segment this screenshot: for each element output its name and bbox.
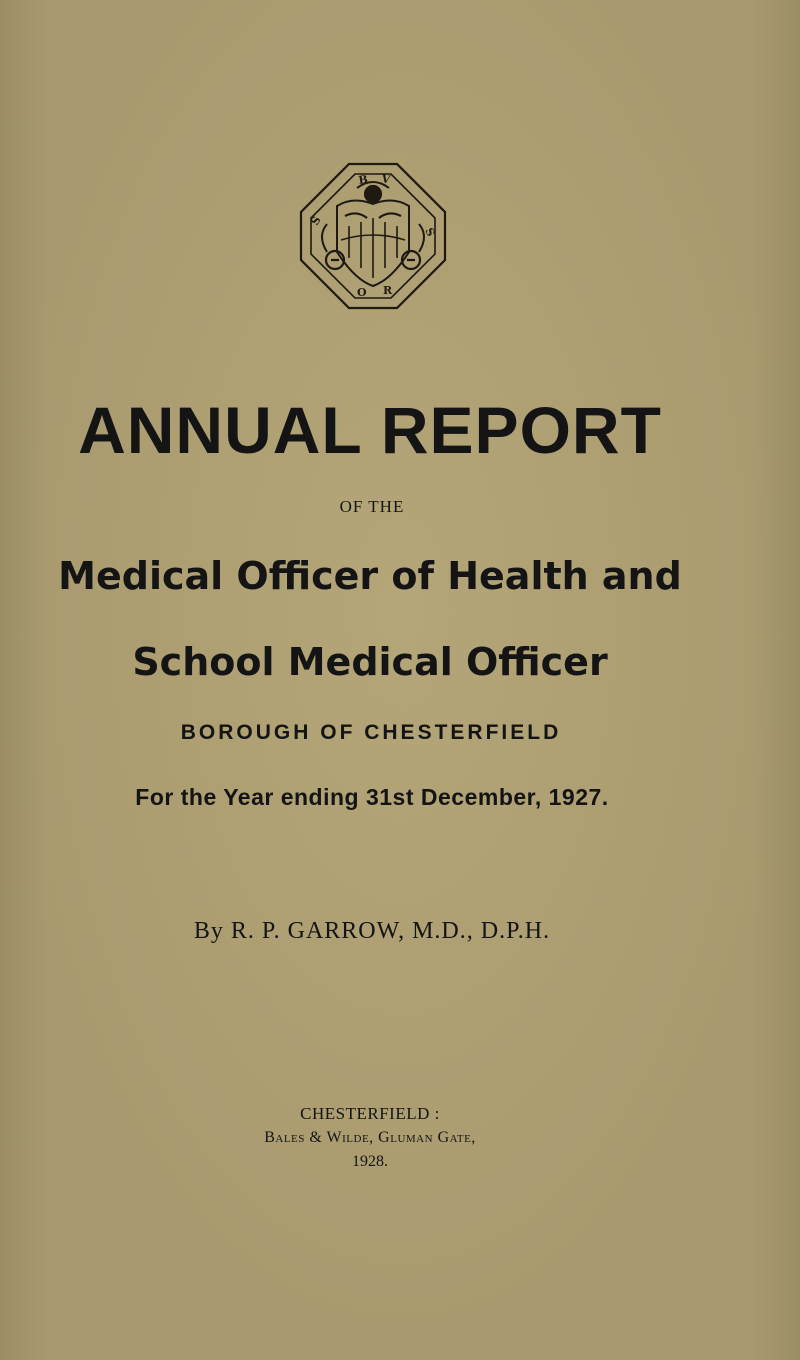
svg-text:R: R	[383, 284, 393, 297]
report-title: ANNUAL REPORT	[78, 393, 662, 467]
author-line: By R. P. GARROW, M.D., D.P.H.	[193, 918, 551, 944]
borough-seal-icon	[297, 160, 449, 312]
borough-name: BOROUGH OF CHESTERFIELD	[180, 721, 562, 744]
svg-text:O: O	[357, 286, 367, 299]
imprint-place: CHESTERFIELD :	[300, 1104, 440, 1123]
svg-text:V: V	[380, 172, 392, 187]
svg-text:B: B	[357, 172, 369, 187]
seal-emblem	[301, 164, 445, 308]
svg-text:S: S	[308, 214, 324, 228]
report-year-line: For the Year ending 31st December, 1927.	[135, 784, 609, 810]
svg-text:S: S	[422, 225, 438, 239]
imprint-printer: Bales & Wilde, Gluman Gate,	[264, 1129, 476, 1146]
subtitle-line-1: Medical Officer of Health and	[58, 554, 682, 598]
imprint-year: 1928.	[352, 1153, 388, 1170]
of-the-text: OF THE	[339, 497, 405, 516]
subtitle-line-2: School Medical Officer	[132, 640, 608, 684]
